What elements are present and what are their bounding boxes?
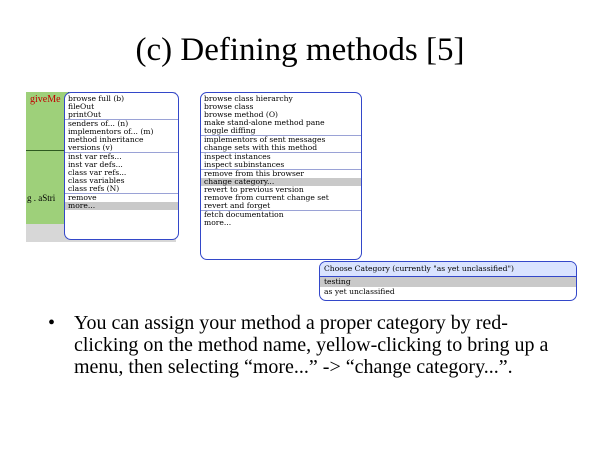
menu-item-senders-of[interactable]: senders of... (n) — [68, 119, 129, 128]
bullet-point — [48, 312, 568, 378]
menu-item-inst-var-refs[interactable]: inst var refs... — [68, 152, 122, 161]
menu-item-browse-class-hierarchy[interactable]: browse class hierarchy — [204, 94, 293, 103]
menu-item-browse-full[interactable]: browse full (b) — [68, 94, 125, 103]
menu-item-fileout[interactable]: fileOut — [68, 102, 95, 111]
bullet-text: You can assign your method a proper category by red-clicking on the method name, yellow-clicking to bring up a menu, then selecting “more...” -> “change category...”. — [74, 312, 549, 378]
category-item-as-yet-unclassified[interactable]: as yet unclassified — [324, 287, 395, 296]
menu-item-versions[interactable]: versions (v) — [65, 144, 178, 153]
menu-item-remove-from-change-set[interactable]: remove from current change set — [204, 193, 329, 202]
menu-item-printout[interactable]: printOut — [65, 111, 178, 120]
menu-item-remove[interactable]: remove — [68, 193, 97, 202]
menu-item-inspect-subinstances[interactable]: inspect subinstances — [201, 161, 361, 170]
menu-item-revert-previous-version[interactable]: revert to previous version — [204, 185, 304, 194]
menu-item-revert-and-forget[interactable]: revert and forget — [201, 202, 361, 211]
menu-item-implementors-of-sent-messages[interactable]: implementors of sent messages — [204, 135, 326, 144]
bullet-icon: • — [48, 312, 56, 334]
method-context-menu — [64, 92, 179, 240]
menu-item-class-refs[interactable]: class refs (N) — [65, 185, 178, 194]
menu-item-inst-var-defs[interactable]: inst var defs... — [68, 160, 123, 169]
choose-category-title: Choose Category (currently "as yet unclassified") — [320, 262, 576, 277]
menu-item-remove-from-browser[interactable]: remove from this browser — [204, 169, 304, 178]
menu-item-change-category[interactable]: change category... — [201, 178, 361, 186]
code-fragment: g . aStri — [27, 193, 56, 203]
menu-item-method-inheritance[interactable]: method inheritance — [68, 135, 144, 144]
menu-item-more[interactable]: more... — [204, 218, 232, 227]
more-context-menu — [200, 92, 362, 260]
menu-item-class-var-refs[interactable]: class var refs... — [68, 168, 127, 177]
choose-category-menu — [319, 261, 577, 301]
selected-method-name[interactable]: giveMe — [30, 94, 61, 105]
menu-item-more[interactable]: more... — [65, 202, 178, 210]
menu-item-change-sets-with-method[interactable]: change sets with this method — [201, 144, 361, 153]
menu-item-browse-method[interactable]: browse method (O) — [204, 110, 279, 119]
menu-item-fetch-documentation[interactable]: fetch documentation — [204, 210, 284, 219]
menu-item-implementors-of[interactable]: implementors of... (m) — [68, 127, 154, 136]
menu-item-class-variables[interactable]: class variables — [68, 176, 125, 185]
menu-item-browse-class[interactable]: browse class — [204, 102, 254, 111]
slide-title: (c) Defining methods [5] — [135, 32, 465, 68]
category-item-testing[interactable]: testing — [320, 277, 576, 287]
menu-item-toggle-diffing[interactable]: toggle diffing — [201, 127, 361, 136]
menu-item-make-stand-alone-method-pane[interactable]: make stand-alone method pane — [204, 118, 325, 127]
menu-item-inspect-instances[interactable]: inspect instances — [204, 152, 271, 161]
